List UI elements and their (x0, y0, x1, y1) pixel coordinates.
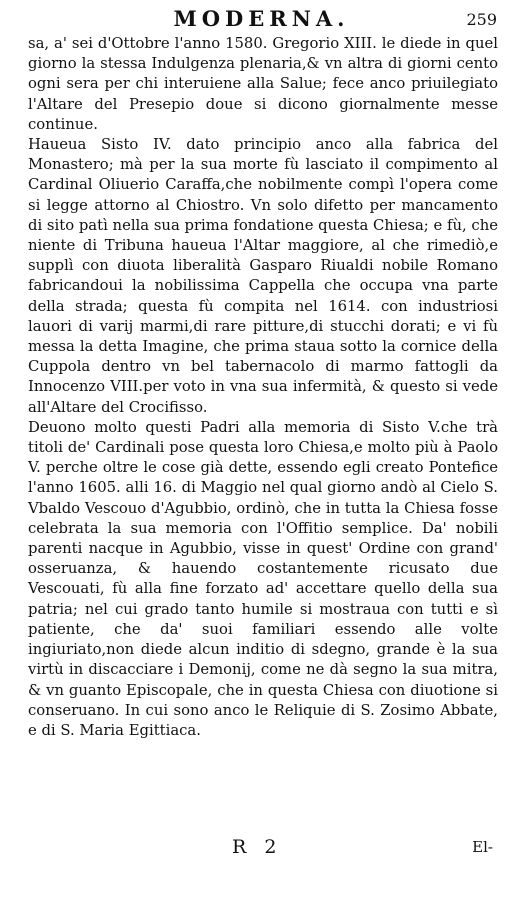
paragraph-3: Deuono molto questi Padri alla memoria di Sisto V.che trà titoli de' Cardinali pose questa loro Chiesa,e molto più à Paolo V. perche oltre le cose già dette, essendo egli creato Pontefice l'anno 1605. alli 16. di Maggio nel qual giorno andò al Cielo S. Vbaldo Vescouo d'Agubbio, ordinò, che in tutta la Chiesa fosse celebrata la sua memoria con l'Offitio semplice. Da' nobili parenti nacque in Agubbio, visse in quest' Ordine con grand' osseruanza, & hauendo costantemente ricusato due Vescouati, fù alla fine forzato ad' accettare quello della sua patria; nel cui grado tanto humile si mostraua con tutti e sì patiente, che da' suoi familiari essendo alle volte ingiuriato,non diede alcun inditio di sdegno, grande è la sua virtù in discacciare i Demonij, come ne dà segno la sua mitra, & vn guanto Episcopale, che in questa Chiesa con diuotione si conseruano. In cui sono anco le Reliquie di S. Zosimo Abbate, e di S. Maria Egittiaca. (28, 418, 498, 739)
paragraph-1: sa, a' sei d'Ottobre l'anno 1580. Gregorio XIII. le diede in quel giorno la stessa Indulgenza plenaria,& vn altra di giorni cento ogni sera per chi interuiene alla Salue; fece anco priuilegiato l'Altare del Presepio doue si dicono giornalmente messe continue. (28, 35, 498, 133)
paragraph-2: Haueua Sisto IV. dato principio anco alla fabrica del Monastero; mà per la sua morte fù lasciato il compimento al Cardinal Oliuerio Caraffa,che nobilmente compì l'opera come si legge attorno al Chiostro. Vn solo difetto per mancamento di sito patì nella sua prima fondatione questa Chiesa; e fù, che niente di Tribuna haueua l'Altar maggiore, al che rimediò,e supplì con diuota liberalità Gasparo Riualdi nobile Romano fabricandoui la nobilissima Cappella che occupa vna parte della strada; questa fù compita nel 1614. con industriosi lauori di varij marmi,di rare pitture,di stucchi dorati; e vi fù messa la detta Imagine, che prima staua sotto la cornice della Cuppola dentro vn bel tabernacolo di marmo fattogli da Innocenzo VIII.per voto in vna sua infermità, & questo si vede all'Altare del Crocifisso. (28, 136, 498, 416)
page-footer (0, 832, 523, 892)
catchword: El- (472, 838, 493, 856)
page-number: 259 (466, 10, 497, 29)
body-text (28, 34, 498, 741)
signature-mark: R 2 (232, 836, 283, 858)
page-header (0, 6, 523, 36)
running-head: MODERNA. (173, 6, 350, 31)
